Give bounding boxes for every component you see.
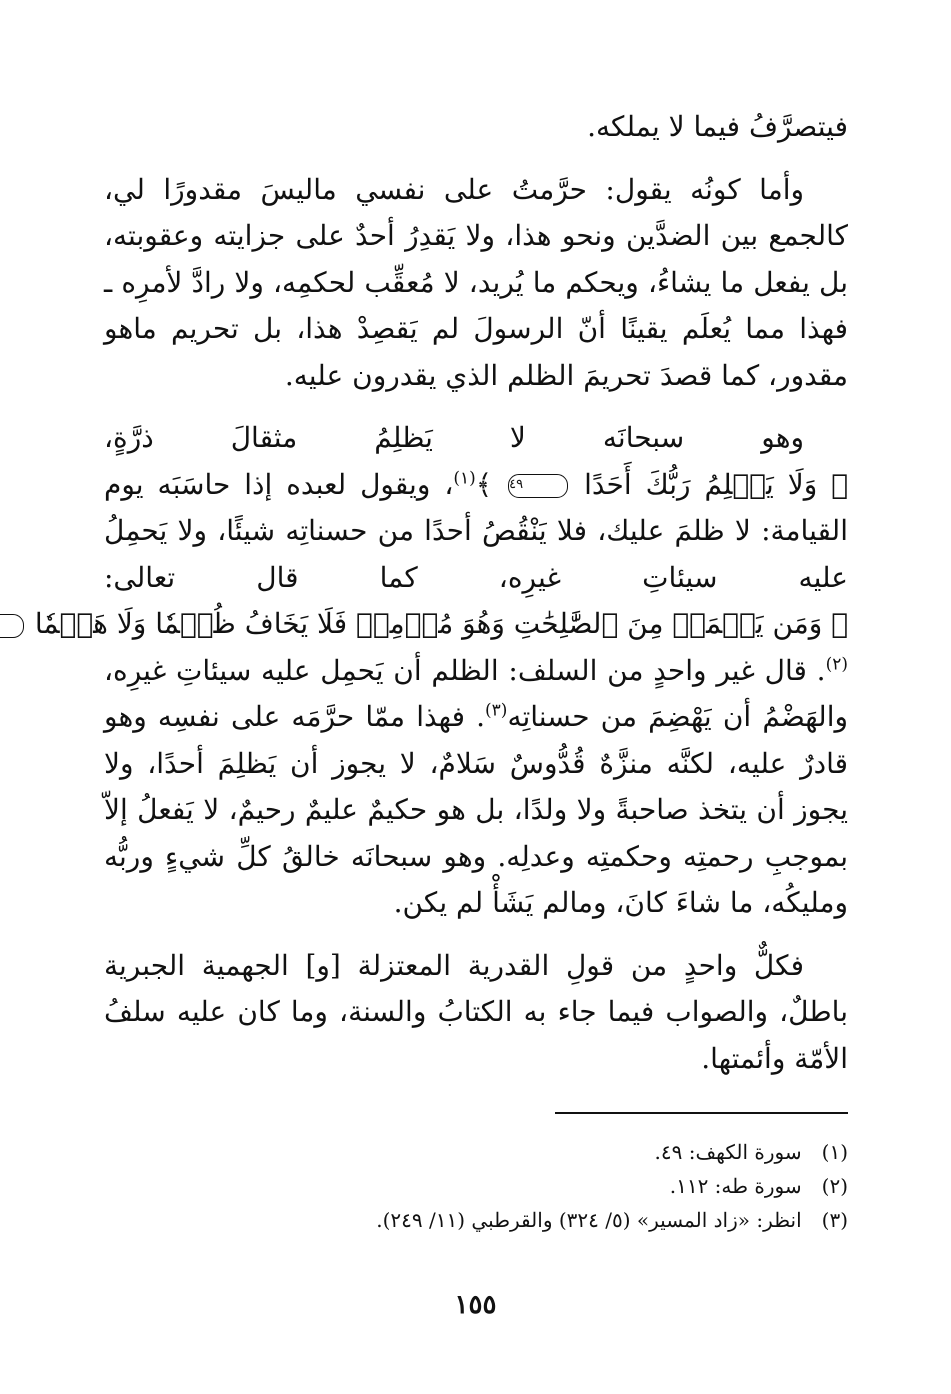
page-number: ١٥٥: [454, 1290, 497, 1320]
ayah-number-mark: ٤٩: [508, 474, 568, 498]
footnote-divider: [555, 1112, 848, 1114]
paragraph-3: [25, 415, 848, 927]
footnote-text: سورة الكهف: ٤٩.: [654, 1140, 802, 1164]
footnote-1: [104, 1135, 848, 1169]
quran-verse-2: [0, 607, 848, 640]
footnote-text: سورة طه: ١١٢.: [669, 1174, 802, 1198]
footnotes: [104, 1135, 848, 1237]
footnote-number: (٢): [821, 1174, 848, 1198]
paragraph-3-part-1: وهو سبحانَه لا يَظلِمُ مثقالَ ذرَّةٍ،: [104, 421, 804, 454]
paragraph-3-part-4: . فهذا ممّا حرَّمَه على نفسِه وهو قادرٌ عليه، لكنَّه منزَّهٌ قُدُّوسٌ سَلامٌ، لا يجوز أن يَظلِمَ أحدًا، ولا يجوز أن يتخذ صاحبةً ولا ولدًا، بل هو حكيمٌ عليمٌ رحيمٌ، لا يَفعلُ إلاّ بموجبِ رحمتِه وحكمتِه وعدلِه. وهو سبحانَه خالقُ كلِّ شيءٍ وربُّه ومليكُه، ما شاءَ كانَ، ومالم يَشَأْ لم يكن.: [104, 700, 848, 919]
paragraph-3-part-2: ، ويقول لعبده إذا حاسَبَه يوم القيامة: لا ظلمَ عليك، فلا يَنْقُصُ أحدًا من حسناتِه شيئًا، ولا يَحمِلُ عليه سيئاتِ غيرِه، كما قال تعالى:: [104, 467, 848, 594]
footnote-ref-3: (٣): [485, 700, 508, 721]
footnote-ref-1: (١): [453, 468, 476, 489]
footnote-ref-2: (٢): [825, 654, 848, 675]
paragraph-1: فيتصرَّفُ فيما لا يملكه.: [587, 110, 848, 143]
quran-verse-2-text: ﴿ وَمَن يَعۡمَلۡ مِنَ ٱلصَّٰلِحَٰتِ وَهُوَ مُؤۡمِنٞ فَلَا يَخَافُ ظُلۡمٗا وَلَا هَضۡمٗا: [25, 607, 848, 640]
paragraph-4: فكلٌّ واحدٍ من قولِ القدرية المعتزلة [و] الجهمية الجبرية باطلٌ، والصواب فيما جاء به الكتابُ والسنة، وما كان عليه سلفُ الأمّة وأئمتها.: [104, 948, 848, 1075]
footnote-number: (٣): [821, 1208, 848, 1232]
footnote-number: (١): [821, 1140, 848, 1164]
paragraph-2: وأما كونُه يقول: حرَّمتُ على نفسي ماليسَ مقدورًا لي، كالجمع بين الضدَّين ونحو هذا، ولا يَقدِرُ أحدٌ على جزايته وعقوبته، بل يفعل ما يشاءُ، ويحكم ما يُريد، لا مُعقِّب لحكمِه، ولا رادَّ لأمرِه ـ فهذا مما يُعلَم يقينًا أنّ الرسولَ لم يَقصِدْ هذا، بل تحريم ماهو مقدور، كما قصدَ تحريمَ الظلم الذي يقدرون عليه.: [104, 172, 848, 392]
quran-verse-1-close: ﴾: [475, 467, 507, 501]
quran-verse-1: [476, 468, 848, 501]
ayah-number-mark: [0, 614, 24, 638]
footnote-text: انظر: «زاد المسير» (٥/ ٣٢٤) والقرطبي (١١/ ٢٤٩).: [376, 1208, 802, 1232]
footnote-2: [104, 1169, 848, 1203]
quran-verse-1-text: ﴿ وَلَا يَظۡلِمُ رَبُّكَ أَحَدًا: [570, 467, 848, 501]
main-text: [25, 104, 848, 1082]
paragraph-3-part-3: . قال غير واحدٍ من السلف: الظلم أن يَحمِل عليه سيئاتِ غيرِه، والهَضْمُ أن يَهْضِمَ من حسناتِه: [104, 653, 848, 733]
footnote-3: [104, 1203, 848, 1237]
